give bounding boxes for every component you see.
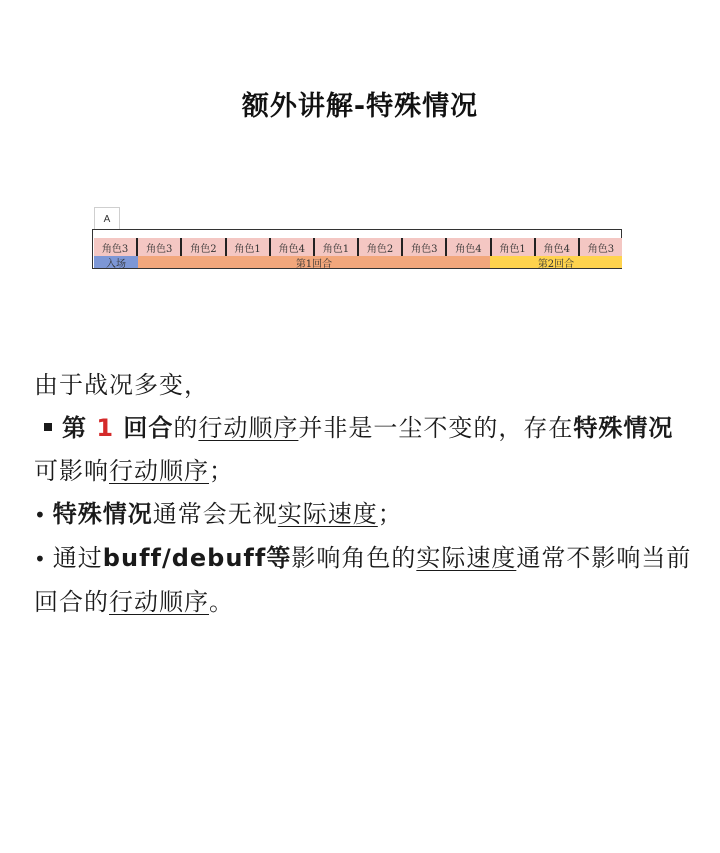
column-header-a: A <box>94 207 120 230</box>
punctuation: ； <box>377 500 403 528</box>
turn-cell: 角色3 <box>138 238 182 256</box>
bullet-3 <box>34 537 694 624</box>
turn-cell: 角色4 <box>447 238 491 256</box>
action-order-term: 行动顺序 <box>198 414 299 442</box>
round-word: 第 <box>62 414 97 442</box>
entry-bar: 入场 <box>94 256 138 268</box>
turn-cell: 角色1 <box>492 238 536 256</box>
bullet-2 <box>34 493 694 537</box>
punctuation: ； <box>209 457 234 485</box>
text-ignore: 通常会无视 <box>152 500 278 528</box>
text-affect-character: 影响角色的 <box>291 544 417 572</box>
turn-cell: 角色1 <box>315 238 359 256</box>
buff-term: buff/debuff等 <box>102 544 292 572</box>
turn-cell: 角色3 <box>403 238 447 256</box>
page-title: 额外讲解-特殊情况 <box>241 91 479 122</box>
round-suffix: 回合 <box>114 414 174 442</box>
turn-cell: 角色4 <box>271 238 315 256</box>
sequence-frame <box>92 229 622 269</box>
turn-cell: 角色3 <box>580 238 622 256</box>
text-de: 的 <box>173 414 199 442</box>
turn-cell: 角色3 <box>94 238 138 256</box>
intro-text: 由于战况多变， <box>34 371 209 399</box>
action-sequence-table <box>92 205 624 269</box>
round-1-bar: 第1回合 <box>138 256 490 268</box>
actual-speed-term: 实际速度 <box>416 544 517 572</box>
text-through: 通过 <box>52 544 103 572</box>
turn-cell: 角色4 <box>536 238 580 256</box>
explanation-text <box>34 364 694 624</box>
round-number: 1 <box>96 414 115 442</box>
bullet-dot-icon: • <box>34 547 47 571</box>
turn-cells <box>94 238 622 256</box>
text-not-fixed: 并非是一尘不变的，存在 <box>298 414 574 442</box>
actual-speed-term: 实际速度 <box>277 500 378 528</box>
turn-cell: 角色1 <box>227 238 271 256</box>
turn-cell: 角色2 <box>359 238 403 256</box>
action-order-term: 行动顺序 <box>109 457 209 485</box>
text-usually-not: 通常不影响当前回合的 <box>34 544 692 616</box>
intro-line <box>34 364 694 407</box>
text-can-affect: 可影响 <box>34 457 109 485</box>
bullet-dot-icon: • <box>34 503 47 527</box>
turn-cell: 角色2 <box>182 238 226 256</box>
punctuation: 。 <box>209 588 234 616</box>
bullet-1 <box>34 407 694 493</box>
square-bullet-icon <box>44 423 52 431</box>
special-case-term: 特殊情况 <box>52 500 153 528</box>
round-2-bar: 第2回合 <box>490 256 622 268</box>
action-order-term: 行动顺序 <box>109 588 209 616</box>
special-case-term: 特殊情况 <box>573 414 674 442</box>
round-bars <box>94 256 622 268</box>
